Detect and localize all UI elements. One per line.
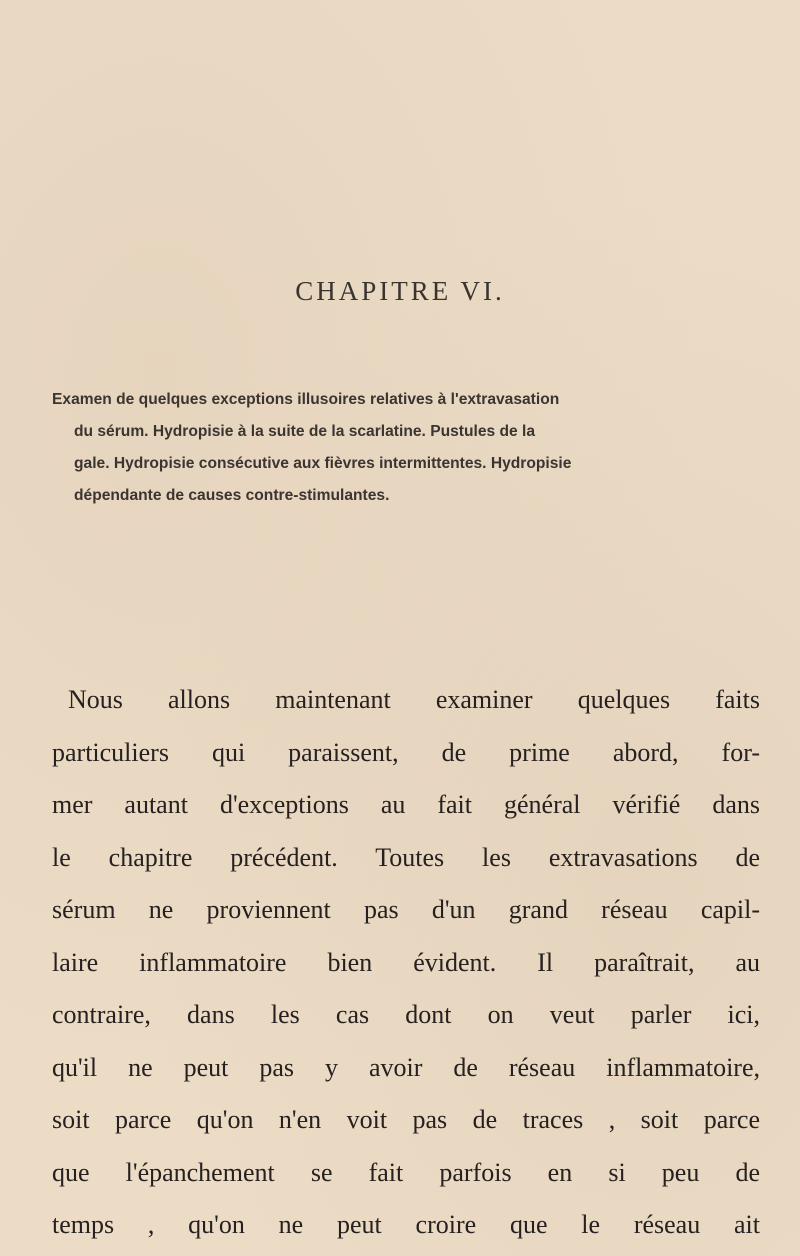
chapter-title: CHAPITRE VI.	[295, 276, 505, 306]
body-paragraph	[52, 674, 760, 1252]
body-line: mer autant d'exceptions au fait général vérifié dans	[52, 790, 760, 819]
body-line: particuliers qui paraissent, de prime abord, for-	[52, 737, 760, 767]
summary-line: du sérum. Hydropisie à la suite de la scarlatine. Pustules de la	[74, 423, 536, 440]
body-line: soit parce qu'on n'en voit pas de traces , soit parce	[52, 1105, 760, 1134]
body-line: sérum ne proviennent pas d'un grand réseau capil-	[52, 895, 760, 924]
summary-line: dépendante de causes contre-stimulantes.	[74, 487, 390, 504]
body-line: que l'épanchement se fait parfois en si peu de	[52, 1157, 760, 1187]
summary-line: Examen de quelques exceptions illusoires relatives à l'extravasation	[52, 391, 560, 408]
body-line: contraire, dans les cas dont on veut parler ici,	[52, 1000, 760, 1029]
body-line: qu'il ne peut pas y avoir de réseau inflammatoire,	[52, 1052, 760, 1082]
body-line: Nous allons maintenant examiner quelques faits	[68, 685, 760, 714]
summary-line: gale. Hydropisie consécutive aux fièvres intermittentes. Hydropisie	[74, 455, 572, 472]
body-line: le chapitre précédent. Toutes les extravasations de	[52, 842, 760, 872]
body-line: temps , qu'on ne peut croire que le réseau ait	[52, 1210, 760, 1239]
chapter-summary	[52, 384, 760, 512]
body-line: laire inflammatoire bien évident. Il paraîtrait, au	[52, 947, 760, 977]
